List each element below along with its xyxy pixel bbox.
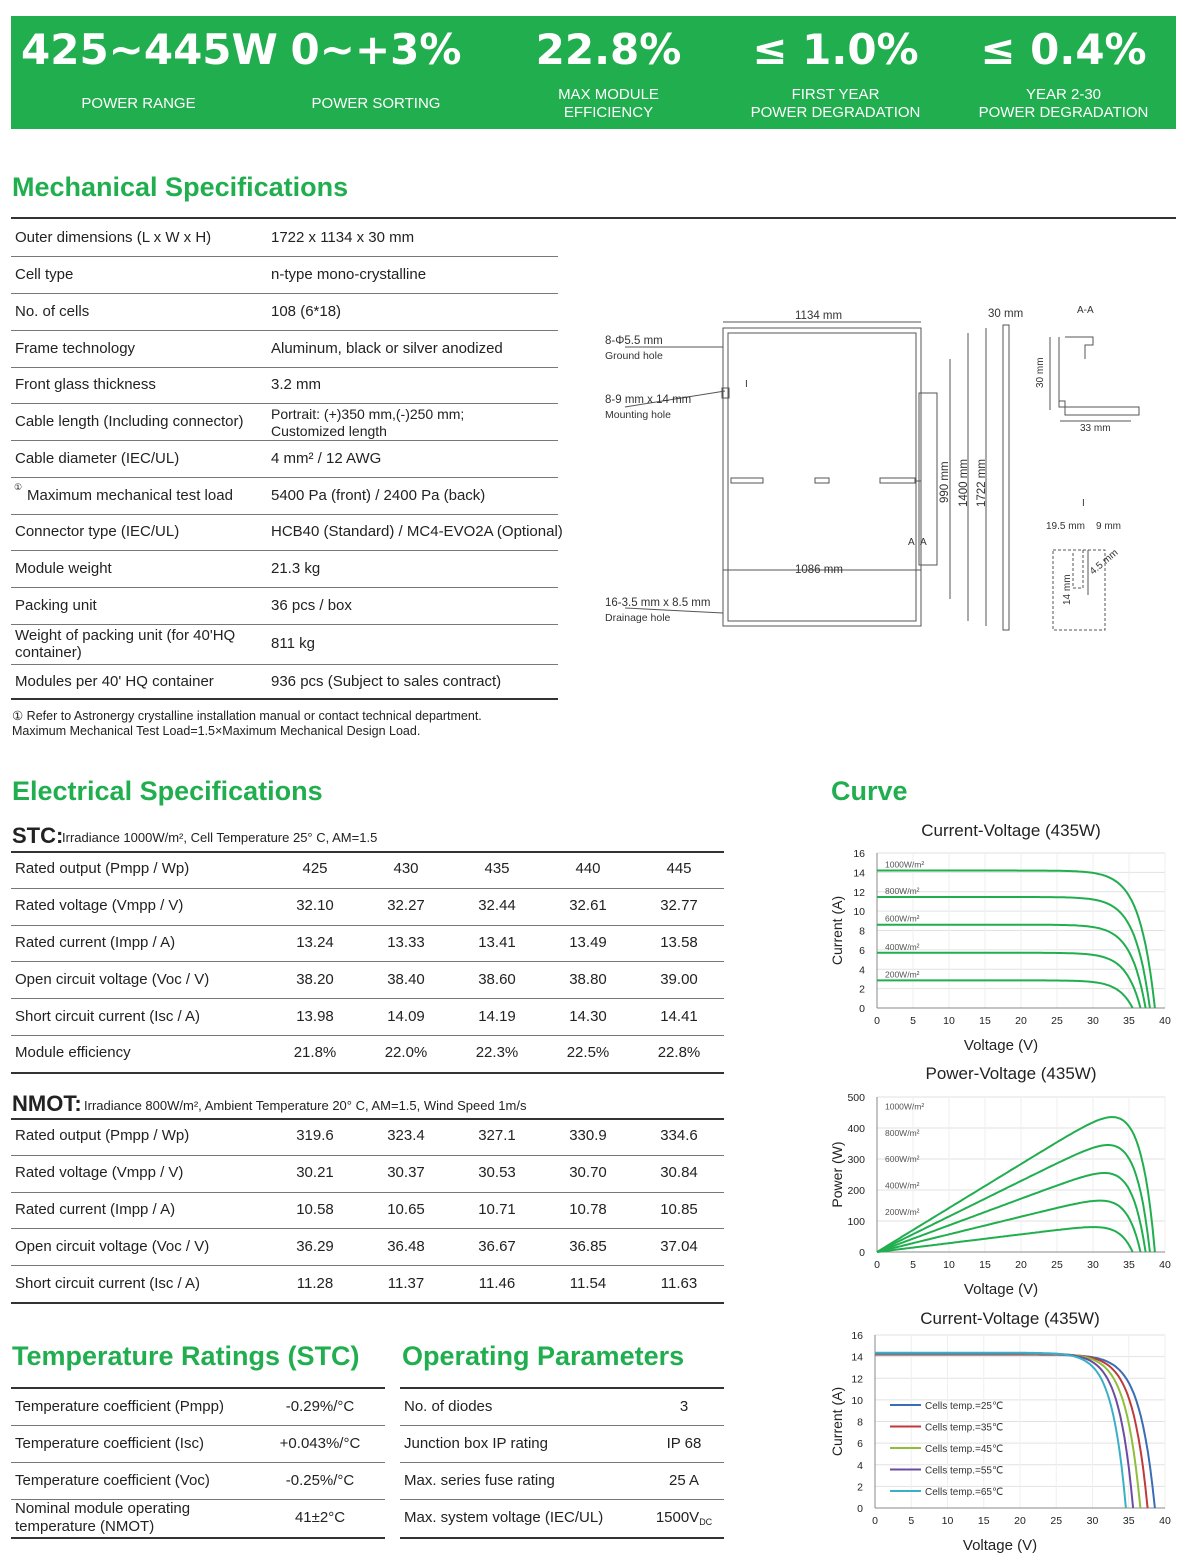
- nmot-value-1-2: 30.53: [478, 1164, 516, 1182]
- ops-label-2: Max. series fuse rating: [404, 1471, 555, 1489]
- nmot-value-4-4: 11.63: [660, 1274, 698, 1292]
- mech-value-5-cont: Customized length: [271, 422, 387, 439]
- mech-label-6: Cable diameter (IEC/UL): [15, 449, 180, 467]
- nmot-top-rule: [11, 1118, 724, 1120]
- stc-label-4: Short circuit current (Isc / A): [15, 1007, 201, 1025]
- chart-0-series-4: [877, 980, 1133, 1008]
- temp-label-0: Temperature coefficient (Pmpp): [15, 1397, 224, 1415]
- stc-value-0-2: 435: [484, 860, 510, 878]
- frame-width: 33 mm: [1080, 423, 1111, 434]
- dim-depth: 30 mm: [988, 308, 1024, 320]
- temp-value-1: +0.043%/°C: [279, 1434, 361, 1452]
- temp-label-3-cont: temperature (NMOT): [15, 1518, 155, 1535]
- nmot-value-1-3: 30.70: [569, 1164, 607, 1182]
- stc-label-1: Rated voltage (Vmpp / V): [15, 897, 184, 915]
- chart-2-xtick: 10: [941, 1515, 954, 1527]
- chart-0-ytick: 4: [859, 964, 865, 977]
- stc-value-2-3: 13.49: [569, 934, 607, 951]
- chart-2-ytick: 6: [857, 1438, 863, 1451]
- stc-value-0-1: 430: [393, 860, 419, 878]
- dim-1722: 1722 mm: [976, 459, 988, 507]
- stc-value-0-3: 440: [575, 860, 601, 878]
- chart-0-ytick: 2: [859, 983, 865, 996]
- ops-top-rule: [400, 1387, 724, 1389]
- mech-value-1: n-type mono-crystalline: [271, 265, 427, 283]
- nmot-value-0-2: 327.1: [478, 1127, 516, 1145]
- frame-height: 30 mm: [1035, 357, 1046, 388]
- kpi-value: 425~445W: [21, 25, 278, 74]
- chart-1-xtick: 10: [943, 1259, 955, 1271]
- ops-row-divider: [400, 1425, 724, 1426]
- nmot-label-4: Short circuit current (Isc / A): [15, 1274, 201, 1292]
- chart-2-ytick: 4: [857, 1459, 863, 1472]
- stc-row-divider: [11, 961, 724, 962]
- mount-hole-label: Mounting hole: [605, 409, 671, 421]
- stc-value-2-0: 13.24: [296, 934, 334, 951]
- temp-label-2: Temperature coefficient (Voc): [15, 1471, 210, 1489]
- stc-label-2: Rated current (Impp / A): [15, 934, 176, 951]
- stc-value-2-2: 13.41: [478, 934, 516, 951]
- chart-0-series-label-4: 200W/m²: [885, 969, 920, 980]
- nmot-value-0-3: 330.9: [569, 1127, 607, 1145]
- nmot-row-divider: [11, 1192, 724, 1193]
- stc-value-3-4: 39.00: [660, 970, 698, 988]
- mech-label-11-cont: container): [15, 644, 82, 661]
- stc-value-5-0: 21.8%: [293, 1044, 337, 1062]
- chart-0-ytick: 16: [853, 848, 865, 860]
- stc-bottom-rule: [11, 1072, 724, 1074]
- detail-width-2: 9 mm: [1096, 521, 1121, 532]
- chart-0-ytick: 10: [853, 906, 865, 919]
- chart-1-xtick: 35: [1123, 1259, 1135, 1271]
- stc-value-5-1: 22.0%: [384, 1044, 428, 1062]
- nmot-value-4-1: 11.37: [387, 1274, 425, 1292]
- mech-value-10: 36 pcs / box: [271, 596, 352, 614]
- stc-value-1-2: 32.44: [478, 897, 516, 915]
- stc-row-divider: [11, 998, 724, 999]
- chart-1-xtick: 25: [1051, 1259, 1063, 1271]
- chart-2-ytick: 12: [851, 1373, 863, 1386]
- chart-0-series-label-0: 1000W/m²: [885, 859, 925, 870]
- mech-bottom-rule: [11, 698, 558, 700]
- chart-1-xtick: 40: [1159, 1259, 1171, 1271]
- chart-2-ytick: 16: [851, 1330, 863, 1342]
- stc-row-divider: [11, 925, 724, 926]
- mech-row-divider: [11, 624, 558, 625]
- chart-1-series-label-4: 200W/m²: [885, 1206, 920, 1217]
- curve-title: Curve: [831, 776, 908, 806]
- chart-0-xtick: 30: [1087, 1015, 1099, 1027]
- mech-row-divider: [11, 330, 558, 331]
- nmot-value-1-4: 30.84: [660, 1164, 698, 1182]
- temp-row-divider: [11, 1425, 385, 1426]
- chart-2-ytick: 8: [857, 1416, 863, 1429]
- chart-1-ytick: 100: [847, 1216, 865, 1228]
- mech-row-divider: [11, 293, 558, 294]
- chart-1-series-label-1: 800W/m²: [885, 1127, 920, 1138]
- chart-1-ylabel: Power (W): [829, 1141, 845, 1208]
- mech-label-5: Cable length (Including connector): [15, 412, 244, 430]
- chart-0-ytick: 0: [859, 1003, 865, 1015]
- chart-0-series-label-3: 400W/m²: [885, 941, 920, 952]
- chart-2-legend-label-4: Cells temp.=65℃: [925, 1487, 1004, 1498]
- stc-value-2-4: 13.58: [660, 934, 698, 951]
- nmot-conditions: Irradiance 800W/m², Ambient Temperature 20° C, AM=1.5, Wind Speed 1m/s: [84, 1098, 527, 1113]
- chart-0-ytick: 6: [859, 944, 865, 957]
- nmot-label-3: Open circuit voltage (Voc / V): [15, 1237, 210, 1255]
- kpi-4: [718, 16, 953, 129]
- chart-1-ytick: 0: [859, 1247, 865, 1259]
- chart-0-xtick: 40: [1159, 1015, 1171, 1027]
- chart-2-xtick: 35: [1122, 1515, 1135, 1527]
- mount-hole-size: 8-9 mm x 14 mm: [605, 394, 692, 406]
- stc-value-1-0: 32.10: [296, 897, 334, 915]
- kpi-label: FIRST YEAR: [791, 86, 880, 103]
- nmot-value-1-0: 30.21: [296, 1164, 334, 1182]
- temp-bottom-rule: [11, 1537, 385, 1539]
- kpi-label-2: EFFICIENCY: [563, 104, 654, 121]
- mech-value-2: 108 (6*18): [271, 302, 342, 320]
- mech-top-rule: [11, 217, 1176, 219]
- chart-2-legend-label-3: Cells temp.=55℃: [925, 1465, 1004, 1477]
- temp-title: Temperature Ratings (STC): [12, 1341, 360, 1371]
- nmot-value-2-1: 10.65: [387, 1201, 425, 1218]
- dim-inner: 1086 mm: [795, 564, 843, 576]
- chart-2-legend-label-0: Cells temp.=25℃: [925, 1401, 1004, 1412]
- nmot-value-4-0: 11.28: [296, 1274, 334, 1292]
- mech-marker-7: ①: [14, 481, 23, 492]
- kpi-label-2: POWER DEGRADATION: [978, 104, 1149, 121]
- nmot-value-3-3: 36.85: [569, 1237, 607, 1255]
- mech-label-0: Outer dimensions (L x W x H): [15, 228, 212, 246]
- mark-i-main: I: [745, 379, 748, 390]
- stc-value-3-0: 38.20: [296, 970, 334, 988]
- chart-1-ytick: 200: [847, 1185, 865, 1197]
- stc-label-5: Module efficiency: [15, 1044, 131, 1062]
- detail-width-1: 19.5 mm: [1046, 521, 1085, 532]
- mech-row-divider: [11, 514, 558, 515]
- kpi-label: MAX MODULE: [558, 86, 659, 103]
- chart-1-xlabel: Voltage (V): [963, 1281, 1039, 1298]
- stc-value-1-1: 32.27: [387, 897, 425, 915]
- kpi-label: POWER SORTING: [311, 95, 441, 112]
- temp-label-1: Temperature coefficient (Isc): [15, 1434, 204, 1452]
- nmot-label-2: Rated current (Impp / A): [15, 1201, 176, 1218]
- stc-value-4-3: 14.30: [569, 1007, 607, 1025]
- chart-0-xtick: 15: [979, 1015, 991, 1027]
- mech-row-divider: [11, 664, 558, 665]
- chart-2-xtick: 20: [1014, 1515, 1026, 1527]
- mech-row-divider: [11, 440, 558, 441]
- chart-1-xtick: 30: [1087, 1259, 1099, 1271]
- ops-value-0: 3: [679, 1397, 689, 1415]
- kpi-2: [261, 16, 491, 129]
- chart-0-xtick: 0: [874, 1015, 880, 1027]
- temp-value-2: -0.25%/°C: [285, 1471, 355, 1489]
- ops-bottom-rule: [400, 1537, 724, 1539]
- stc-top-rule: [11, 851, 724, 853]
- mech-row-divider: [11, 587, 558, 588]
- mech-label-12: Modules per 40' HQ container: [15, 673, 214, 690]
- ops-label-0: No. of diodes: [404, 1397, 493, 1415]
- ops-label-1: Junction box IP rating: [404, 1434, 548, 1452]
- dim-1400: 1400 mm: [958, 459, 970, 507]
- nmot-value-3-2: 36.67: [478, 1237, 516, 1255]
- nmot-value-2-4: 10.85: [660, 1201, 698, 1218]
- mech-note-2: Maximum Mechanical Test Load=1.5×Maximum Mechanical Design Load.: [12, 724, 421, 738]
- stc-label-3: Open circuit voltage (Voc / V): [15, 970, 210, 988]
- nmot-value-0-1: 323.4: [387, 1127, 425, 1145]
- ops-value-3-sub: DC: [699, 1517, 713, 1527]
- detail-height: 14 mm: [1062, 574, 1073, 605]
- mech-label-9: Module weight: [15, 559, 112, 577]
- highlights-banner: [11, 16, 1176, 129]
- chart-0-xtick: 10: [943, 1015, 955, 1027]
- stc-value-3-3: 38.80: [569, 970, 607, 988]
- chart-0-xtick: 35: [1123, 1015, 1135, 1027]
- stc-value-1-4: 32.77: [660, 897, 698, 915]
- mech-label-4: Front glass thickness: [15, 376, 156, 393]
- chart-0-series-label-1: 800W/m²: [885, 885, 920, 896]
- temp-value-3: 41±2°C: [294, 1509, 346, 1526]
- nmot-value-1-1: 30.37: [387, 1164, 425, 1182]
- mech-value-4: 3.2 mm: [271, 376, 322, 393]
- ground-hole-label: Ground hole: [605, 350, 663, 362]
- mech-row-divider: [11, 256, 558, 257]
- kpi-value: 22.8%: [535, 25, 682, 74]
- chart-1-xtick: 0: [874, 1259, 880, 1271]
- nmot-row-divider: [11, 1155, 724, 1156]
- mech-label-1: Cell type: [15, 265, 74, 283]
- chart-1-xtick: 5: [910, 1259, 916, 1271]
- elec-title: Electrical Specifications: [12, 776, 323, 806]
- nmot-value-2-3: 10.78: [569, 1201, 607, 1218]
- chart-2-xtick: 0: [872, 1515, 878, 1527]
- chart-1-ytick: 300: [847, 1154, 865, 1166]
- mech-title: Mechanical Specifications: [12, 172, 349, 202]
- mark-i-detail: I: [1082, 498, 1085, 509]
- kpi-1: [21, 16, 278, 129]
- mech-label-2: No. of cells: [15, 302, 90, 320]
- section-aa: A-A: [1077, 305, 1094, 316]
- temp-top-rule: [11, 1387, 385, 1389]
- mech-row-divider: [11, 477, 558, 478]
- chart-1-series-4: [877, 1227, 1133, 1252]
- mech-label-7: Maximum mechanical test load: [27, 486, 233, 504]
- nmot-value-2-0: 10.58: [296, 1201, 334, 1218]
- chart-0-xlabel: Voltage (V): [963, 1037, 1039, 1054]
- temp-value-0: -0.29%/°C: [285, 1397, 355, 1415]
- mech-value-5: Portrait: (+)350 mm,(-)250 mm;: [271, 405, 465, 422]
- nmot-row-divider: [11, 1228, 724, 1229]
- chart-0-ytick: 14: [853, 867, 865, 880]
- chart-0-ytick: 8: [859, 925, 865, 938]
- chart-1-title: Power-Voltage (435W): [925, 1064, 1097, 1083]
- ops-title: Operating Parameters: [402, 1341, 685, 1371]
- curves: [820, 815, 1190, 1560]
- mech-label-11: Weight of packing unit (for 40'HQ: [15, 627, 236, 644]
- stc-value-4-4: 14.41: [660, 1007, 698, 1025]
- chart-0-ytick: 12: [853, 886, 865, 899]
- ground-hole-size: 8-Φ5.5 mm: [605, 335, 663, 347]
- stc-value-1-3: 32.61: [569, 897, 607, 915]
- chart-0-title: Current-Voltage (435W): [921, 821, 1101, 840]
- ops-label-3: Max. system voltage (IEC/UL): [404, 1509, 604, 1526]
- chart-2-series-3: [875, 1353, 1133, 1508]
- chart-1-series-label-2: 600W/m²: [885, 1154, 920, 1165]
- chart-2-xtick: 25: [1050, 1515, 1063, 1527]
- chart-2-title: Current-Voltage (435W): [920, 1309, 1100, 1328]
- module-drawing: [595, 295, 1195, 645]
- nmot-value-4-2: 11.46: [478, 1274, 516, 1292]
- mech-value-6: 4 mm² / 12 AWG: [271, 449, 382, 467]
- chart-2-xlabel: Voltage (V): [962, 1537, 1038, 1554]
- chart-2-ytick: 14: [851, 1351, 863, 1364]
- stc-value-4-0: 13.98: [296, 1007, 334, 1025]
- drain-hole-label: Drainage hole: [605, 612, 671, 624]
- stc-value-2-1: 13.33: [387, 934, 425, 951]
- stc-value-3-1: 38.40: [387, 970, 425, 988]
- chart-2-ytick: 2: [857, 1481, 863, 1494]
- nmot-label-1: Rated voltage (Vmpp / V): [15, 1164, 184, 1182]
- chart-1-xtick: 20: [1015, 1259, 1027, 1271]
- mech-note-1: ① Refer to Astronergy crystalline installation manual or contact technical department.: [12, 709, 482, 723]
- kpi-3: [491, 16, 726, 129]
- mech-value-11: 811 kg: [271, 635, 315, 652]
- stc-title: STC:: [12, 823, 64, 848]
- nmot-row-divider: [11, 1265, 724, 1266]
- kpi-value: 0~+3%: [290, 25, 462, 74]
- nmot-value-2-2: 10.71: [478, 1201, 516, 1218]
- detail-radius: 4.5 mm: [1087, 547, 1121, 578]
- stc-row-divider: [11, 1035, 724, 1036]
- chart-2-xtick: 40: [1159, 1515, 1171, 1527]
- nmot-bottom-rule: [11, 1302, 724, 1304]
- stc-row-divider: [11, 888, 724, 889]
- chart-1-ytick: 500: [847, 1092, 865, 1104]
- mech-label-8: Connector type (IEC/UL): [15, 523, 180, 540]
- mech-value-9: 21.3 kg: [271, 559, 321, 577]
- nmot-value-3-4: 37.04: [660, 1237, 698, 1255]
- temp-row-divider: [11, 1462, 385, 1463]
- mech-value-12: 936 pcs (Subject to sales contract): [271, 673, 502, 690]
- mech-row-divider: [11, 367, 558, 368]
- chart-0-xtick: 20: [1015, 1015, 1027, 1027]
- mech-label-3: Frame technology: [15, 339, 136, 357]
- stc-value-0-4: 445: [666, 860, 692, 878]
- mark-a-right: A: [920, 537, 927, 548]
- chart-0-xtick: 5: [910, 1015, 916, 1027]
- mech-row-divider: [11, 550, 558, 551]
- ops-value-2: 25 A: [668, 1471, 700, 1489]
- chart-1-ytick: 400: [847, 1123, 865, 1135]
- stc-value-4-1: 14.09: [387, 1007, 425, 1025]
- temp-label-3: Nominal module operating: [15, 1500, 191, 1517]
- nmot-value-0-4: 334.6: [660, 1127, 698, 1145]
- chart-0-xtick: 25: [1051, 1015, 1063, 1027]
- stc-label-0: Rated output (Pmpp / Wp): [15, 860, 190, 878]
- chart-2-ytick: 10: [851, 1394, 863, 1407]
- nmot-value-3-0: 36.29: [296, 1237, 334, 1255]
- stc-value-5-2: 22.3%: [475, 1044, 519, 1062]
- dim-width: 1134 mm: [795, 310, 843, 322]
- stc-value-5-4: 22.8%: [657, 1044, 701, 1062]
- ops-value-3: $1500V_{DC}$: [655, 1509, 713, 1527]
- kpi-value: ≤ 0.4%: [980, 25, 1147, 74]
- kpi-value: ≤ 1.0%: [752, 25, 919, 74]
- chart-2-legend-label-1: Cells temp.=35℃: [925, 1422, 1004, 1434]
- chart-0-ylabel: Current (A): [829, 895, 845, 966]
- stc-value-5-3: 22.5%: [566, 1044, 610, 1062]
- chart-2-legend-label-2: Cells temp.=45℃: [925, 1444, 1004, 1455]
- chart-1-xtick: 15: [979, 1259, 991, 1271]
- nmot-title: NMOT:: [12, 1091, 82, 1116]
- mark-a-left: A: [908, 537, 915, 548]
- drain-hole-size: 16-3.5 mm x 8.5 mm: [605, 597, 711, 609]
- kpi-5: [946, 16, 1181, 129]
- nmot-value-3-1: 36.48: [387, 1237, 425, 1255]
- stc-value-0-0: 425: [302, 860, 328, 878]
- chart-0-series-2: [877, 925, 1146, 1008]
- chart-2-ylabel: Current (A): [829, 1386, 845, 1457]
- kpi-label: YEAR 2-30: [1025, 86, 1102, 103]
- mech-value-7: 5400 Pa (front) / 2400 Pa (back): [271, 486, 486, 504]
- nmot-label-0: Rated output (Pmpp / Wp): [15, 1127, 190, 1145]
- chart-2-xtick: 30: [1086, 1515, 1099, 1527]
- ops-row-divider: [400, 1462, 724, 1463]
- chart-1-series-label-0: 1000W/m²: [885, 1101, 925, 1112]
- chart-2-ytick: 0: [857, 1503, 863, 1515]
- kpi-label-2: POWER DEGRADATION: [750, 104, 921, 121]
- nmot-value-0-0: 319.6: [296, 1127, 334, 1145]
- ops-value-1: IP 68: [666, 1434, 702, 1452]
- mech-label-10: Packing unit: [15, 596, 97, 614]
- chart-2-xtick: 15: [977, 1515, 990, 1527]
- stc-value-4-2: 14.19: [478, 1007, 516, 1025]
- chart-2-xtick: 5: [908, 1515, 915, 1527]
- nmot-value-4-3: 11.54: [569, 1274, 607, 1292]
- mech-value-0: 1722 x 1134 x 30 mm: [271, 228, 415, 246]
- ops-row-divider: [400, 1499, 724, 1500]
- mech-value-8: HCB40 (Standard) / MC4-EVO2A (Optional): [271, 523, 563, 540]
- chart-0-series-label-2: 600W/m²: [885, 913, 920, 924]
- mech-value-3: Aluminum, black or silver anodized: [271, 339, 503, 357]
- stc-value-3-2: 38.60: [478, 970, 516, 988]
- chart-1-series-label-3: 400W/m²: [885, 1180, 920, 1191]
- dim-990: 990 mm: [939, 461, 951, 503]
- kpi-label: POWER RANGE: [81, 95, 196, 112]
- stc-conditions: Irradiance 1000W/m², Cell Temperature 25° C, AM=1.5: [62, 830, 378, 845]
